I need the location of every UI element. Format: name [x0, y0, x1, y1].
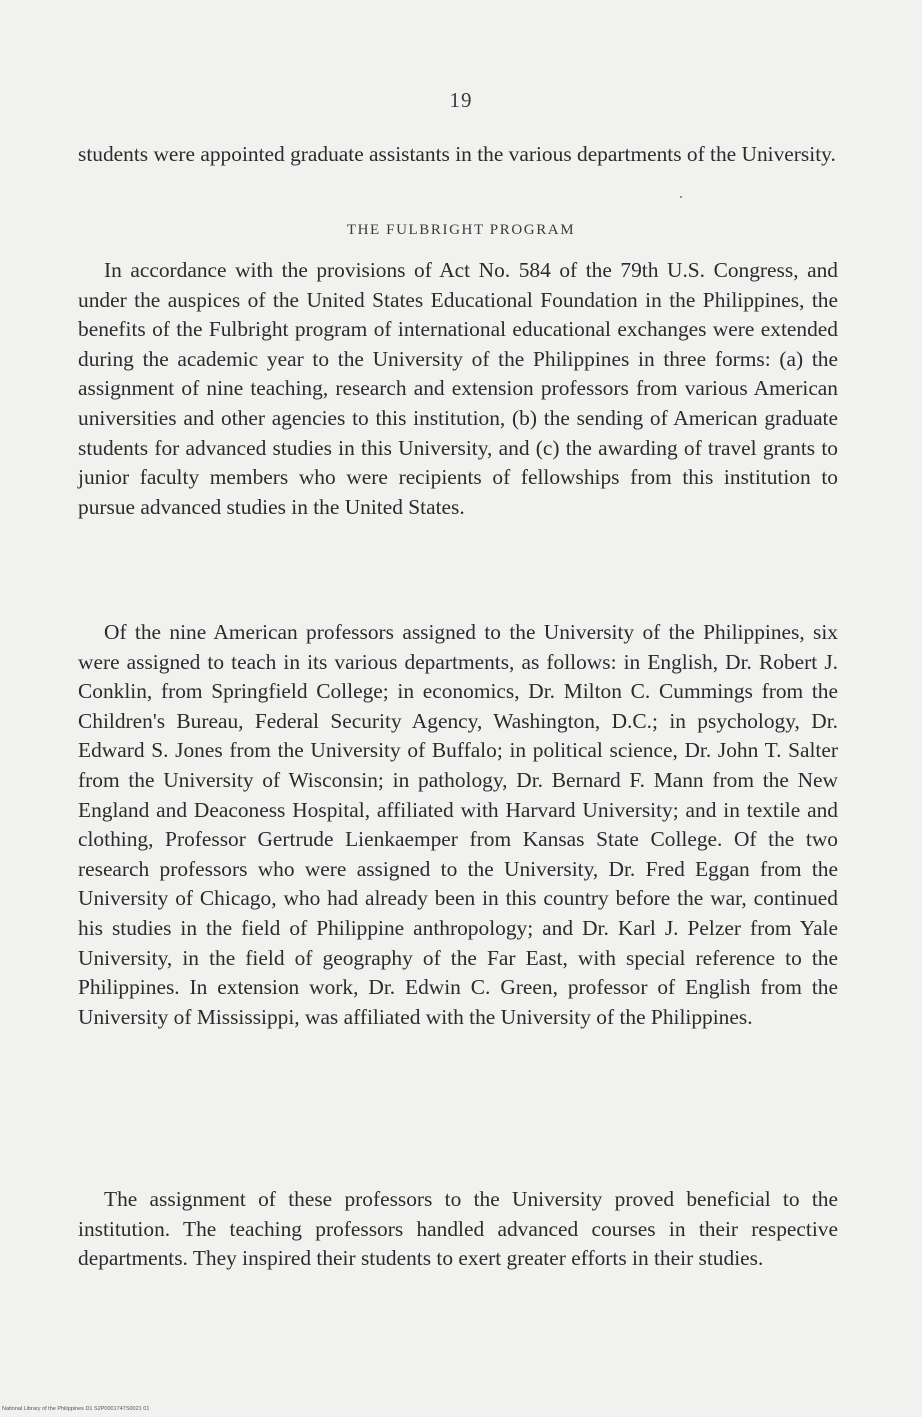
- paragraph-text: The assignment of these professors to the University proved beneficial to the institution. The teaching professors handled advanced courses in their respective departments. They inspired their students to exert greater efforts in their studies.: [78, 1187, 838, 1271]
- scan-speck: [680, 196, 682, 198]
- page-number: 19: [449, 88, 473, 112]
- intro-paragraph: students were appointed graduate assistants in the various departments of the University.: [78, 142, 836, 166]
- scan-footer: National Library of the Philippines D1 S2P0001747S0021 01: [2, 1406, 150, 1412]
- fulbright-paragraph-2: [78, 618, 838, 1032]
- section-heading: THE FULBRIGHT PROGRAM: [346, 222, 576, 238]
- fulbright-paragraph-3: [78, 1185, 838, 1274]
- paragraph-text: In accordance with the provisions of Act No. 584 of the 79th U.S. Congress, and under the auspices of the United States Educational Foundation in the Philippines, the benefits of the Fulbright program of international educational exchanges were extended during the academic year to the University of the Philippines in three forms: (a) the assignment of nine teaching, research and extension professors from various American universities and other agencies to this institution, (b) the sending of American graduate students for advanced studies in this University, and (c) the awarding of travel grants to junior faculty members who were recipients of fellowships from this institution to pursue advanced studies in the United States.: [78, 258, 838, 519]
- paragraph-text: Of the nine American professors assigned to the University of the Philippines, six were assigned to teach in its various departments, as follows: in English, Dr. Robert J. Conklin, from Springfield College; in economics, Dr. Milton C. Cummings from the Children's Bureau, Federal Security Agency, Washington, D.C.; in psychology, Dr. Edward S. Jones from the University of Buffalo; in political science, Dr. John T. Salter from the University of Wisconsin; in pathology, Dr. Bernard F. Mann from the New England and Deaconess Hospital, affiliated with Harvard University; and in textile and clothing, Professor Gertrude Lienkaemper from Kansas State College. Of the two research professors who were assigned to the University, Dr. Fred Eggan from the University of Chicago, who had already been in this country before the war, continued his studies in the field of Philippine anthropology; and Dr. Karl J. Pelzer from Yale University, in the field of geography of the Far East, with special reference to the Philippines. In extension work, Dr. Edwin C. Green, professor of English from the University of Mississippi, was affiliated with the University of the Philippines.: [78, 620, 838, 1029]
- fulbright-paragraph-1: [78, 256, 838, 522]
